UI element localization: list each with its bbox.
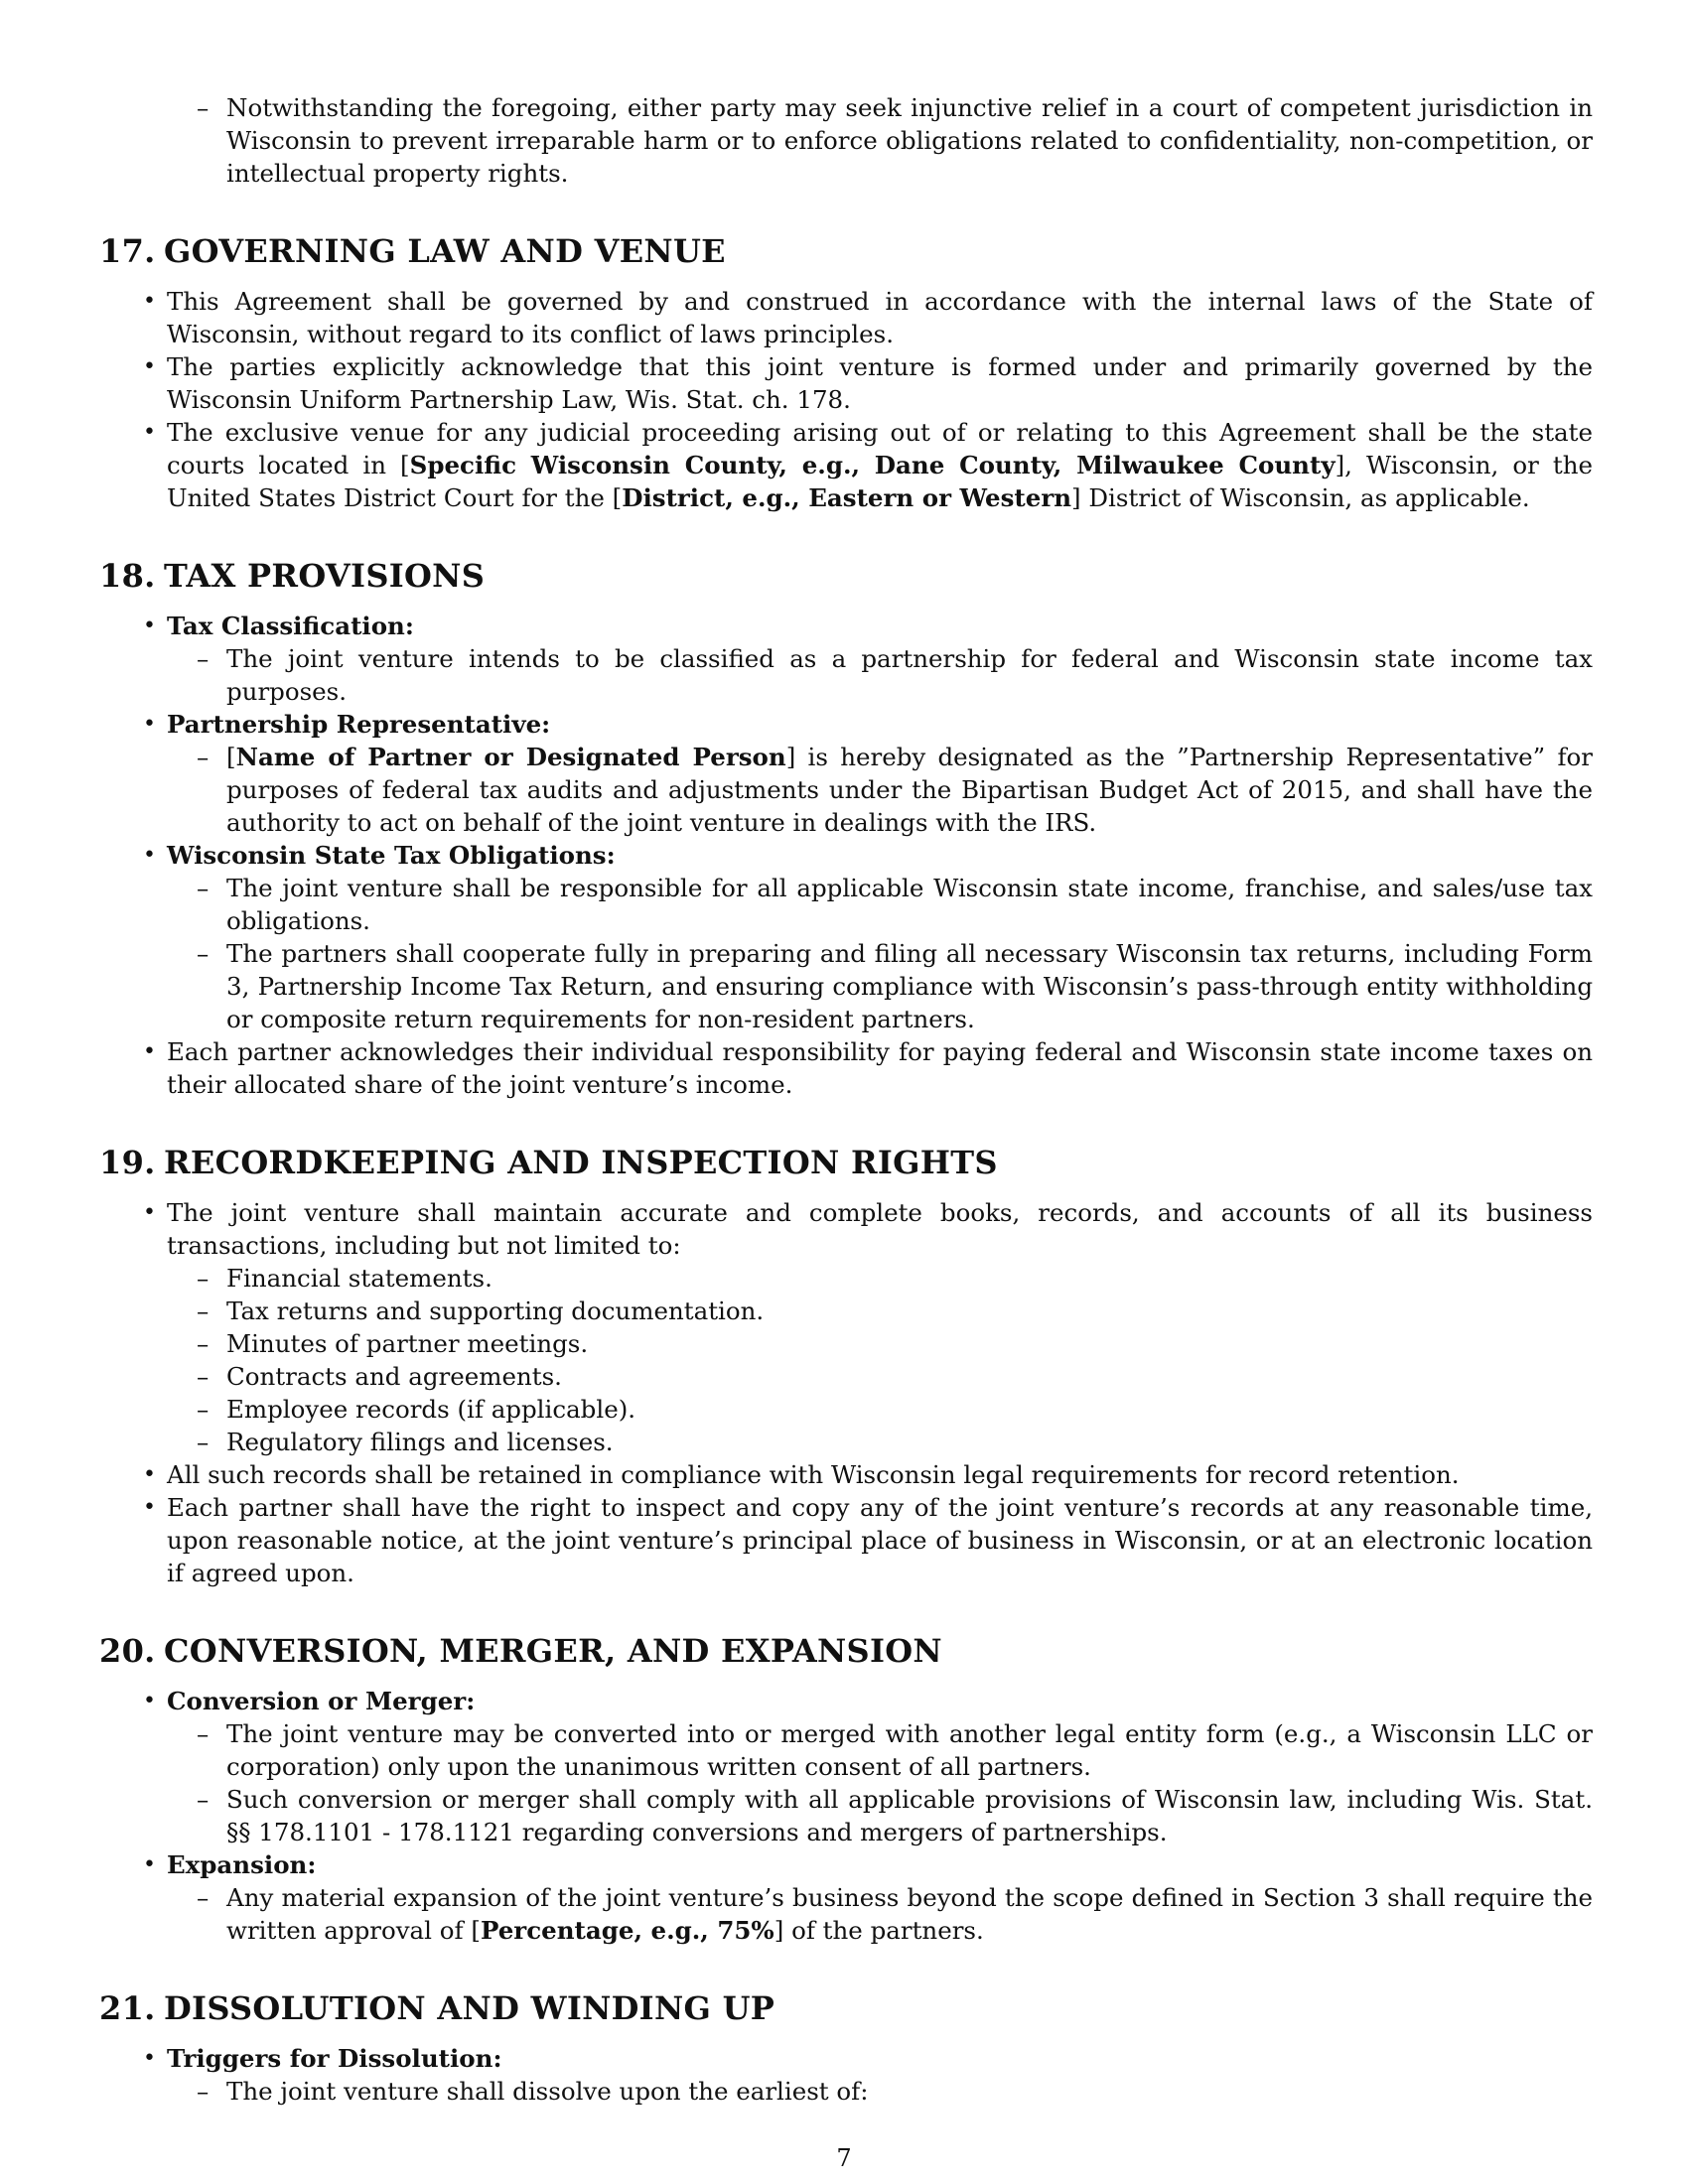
- section-title: TAX PROVISIONS: [164, 557, 486, 595]
- sub-list-item: [167, 1717, 1593, 1783]
- list-item: [99, 416, 1593, 514]
- placeholder-text: Percentage, e.g., 75%: [480, 1916, 774, 1945]
- list-item: [99, 2042, 1593, 2108]
- section-title: GOVERNING LAW AND VENUE: [164, 232, 726, 270]
- section-number: 18.: [99, 557, 156, 595]
- section-number: 20.: [99, 1632, 156, 1670]
- list-item: [99, 610, 1593, 708]
- list-item: [99, 285, 1593, 350]
- sub-list-item: [167, 741, 1593, 839]
- sub-list: [167, 1881, 1593, 1947]
- list-item: [99, 708, 1593, 839]
- list-item-text: The joint venture may be converted into or merged with another legal entity form (e.g., a Wisconsin LLC or corporation) only upon the unanimous written consent of all partners.: [226, 1719, 1593, 1781]
- bullet-marker: •: [143, 289, 156, 314]
- section-number: 19.: [99, 1144, 156, 1181]
- dash-marker: –: [197, 1428, 210, 1456]
- sub-list-item: [167, 1881, 1593, 1947]
- bullet-list: [99, 2042, 1593, 2108]
- list-item-text: The joint venture shall be responsible for all applicable Wisconsin state income, franchise, and sales/use tax obligations.: [226, 874, 1593, 935]
- bullet-marker: •: [143, 1689, 156, 1713]
- bullet-marker: •: [143, 843, 156, 868]
- list-item-text: ] is hereby designated as the ”Partnership Representative” for purposes of federal tax audits and adjustments under the Bipartisan Budget Act of 2015, and shall have the authority to act on behalf of the joint venture in dealings with the IRS.: [226, 743, 1593, 837]
- list-item-text: [: [226, 743, 236, 771]
- bullet-marker: •: [143, 614, 156, 638]
- placeholder-text: District, e.g., Eastern or Western: [622, 483, 1072, 512]
- sub-list-item: [167, 2075, 1593, 2108]
- dash-marker: –: [197, 1719, 210, 1748]
- dash-marker: –: [197, 1395, 210, 1424]
- sub-list-item: [167, 1393, 1593, 1426]
- item-label: Expansion:: [167, 1850, 317, 1879]
- item-label: Tax Classification:: [167, 612, 414, 640]
- list-item-text: Notwithstanding the foregoing, either party may seek injunctive relief in a court of competent jurisdiction in Wisconsin to prevent irreparable harm or to enforce obligations related to confidentiality, non-competition, or intellectual property rights.: [226, 93, 1593, 188]
- list-item: [99, 1196, 1593, 1458]
- section-heading-18: [99, 556, 1593, 596]
- section-number: 17.: [99, 232, 156, 270]
- sub-list-item: [167, 1426, 1593, 1458]
- list-item-text: Such conversion or merger shall comply with all applicable provisions of Wisconsin law, including Wis. Stat. §§ 178.1101 - 178.1121 regarding conversions and mergers of partnerships.: [226, 1785, 1593, 1846]
- bullet-marker: •: [143, 1462, 156, 1487]
- list-item-text: Regulatory filings and licenses.: [226, 1428, 614, 1456]
- section-heading-20: [99, 1631, 1593, 1671]
- list-item-text: ], Wisconsin, or the United States District Court for the [: [167, 451, 1594, 512]
- dash-marker: –: [197, 2077, 210, 2106]
- section-title: DISSOLUTION AND WINDING UP: [164, 1989, 775, 2027]
- sub-list: [167, 2075, 1593, 2108]
- dash-marker: –: [197, 1297, 210, 1325]
- list-item-text: All such records shall be retained in compliance with Wisconsin legal requirements for record retention.: [167, 1460, 1460, 1489]
- list-item: [99, 839, 1593, 1035]
- placeholder-text: Specific Wisconsin County, e.g., Dane County, Milwaukee County: [409, 451, 1336, 479]
- item-label: Conversion or Merger:: [167, 1687, 476, 1715]
- dash-marker: –: [197, 1329, 210, 1358]
- bullet-list: [99, 610, 1593, 1101]
- sub-list: [167, 1717, 1593, 1848]
- item-label: Triggers for Dissolution:: [167, 2044, 502, 2073]
- sub-list-item: [167, 872, 1593, 937]
- bullet-marker: •: [143, 1039, 156, 1064]
- section-title: RECORDKEEPING AND INSPECTION RIGHTS: [164, 1144, 998, 1181]
- list-item-text: Each partner shall have the right to inspect and copy any of the joint venture’s records at any reasonable time, upon reasonable notice, at the joint venture’s principal place of business in Wisconsin, or at an electronic location if agreed upon.: [167, 1493, 1593, 1587]
- placeholder-text: Name of Partner or Designated Person: [235, 743, 786, 771]
- list-item-text: Contracts and agreements.: [226, 1362, 562, 1391]
- list-item-text: The parties explicitly acknowledge that this joint venture is formed under and primarily governed by the Wisconsin Uniform Partnership Law, Wis. Stat. ch. 178.: [167, 352, 1593, 414]
- bullet-list: [99, 285, 1593, 514]
- list-item-text: ] of the partners.: [774, 1916, 984, 1945]
- list-item: [99, 1848, 1593, 1947]
- list-item-text: Any material expansion of the joint venture’s business beyond the scope defined in Section 3 shall require the written approval of [: [226, 1883, 1593, 1945]
- list-item-text: The exclusive venue for any judicial proceeding arising out of or relating to this Agreement shall be the state courts located in [: [167, 418, 1593, 479]
- sub-list: [167, 642, 1593, 708]
- sub-list-item: [167, 1327, 1593, 1360]
- list-item-text: This Agreement shall be governed by and construed in accordance with the internal laws of the State of Wisconsin, without regard to its conflict of laws principles.: [167, 287, 1593, 348]
- list-item: [99, 1458, 1593, 1491]
- section-heading-19: [99, 1143, 1593, 1182]
- bullet-list: [99, 1196, 1593, 1589]
- bullet-marker: •: [143, 354, 156, 379]
- list-item-text: Each partner acknowledges their individual responsibility for paying federal and Wisconsin state income taxes on their allocated share of the joint venture’s income.: [167, 1037, 1593, 1099]
- list-item-text: ] District of Wisconsin, as applicable.: [1071, 483, 1530, 512]
- sub-list-item: [167, 642, 1593, 708]
- section-heading-21: [99, 1988, 1593, 2028]
- list-item: [99, 91, 1593, 190]
- list-item-text: Minutes of partner meetings.: [226, 1329, 589, 1358]
- sub-list-item: [167, 1360, 1593, 1393]
- list-item: [99, 1491, 1593, 1589]
- sub-list: [167, 872, 1593, 1035]
- sub-list-item: [167, 1783, 1593, 1848]
- bullet-marker: •: [143, 712, 156, 737]
- list-item-text: The joint venture shall dissolve upon the earliest of:: [226, 2077, 869, 2106]
- dash-marker: –: [197, 1785, 210, 1814]
- bullet-marker: •: [143, 1495, 156, 1520]
- page-number: 7: [836, 2144, 852, 2172]
- list-item-text: The joint venture intends to be classified as a partnership for federal and Wisconsin state income tax purposes.: [226, 644, 1593, 706]
- document-page: [99, 91, 1593, 2108]
- item-label: Wisconsin State Tax Obligations:: [167, 841, 616, 870]
- sub-list-item: [167, 1262, 1593, 1295]
- bullet-marker: •: [143, 2046, 156, 2071]
- dash-marker: –: [197, 1883, 210, 1912]
- sub-list: [167, 741, 1593, 839]
- dash-marker: –: [197, 939, 210, 968]
- bullet-marker: •: [143, 420, 156, 445]
- section-number: 21.: [99, 1989, 156, 2027]
- bullet-marker: •: [143, 1852, 156, 1877]
- dash-marker: –: [197, 1362, 210, 1391]
- dash-marker: –: [197, 644, 210, 673]
- bullet-list: [99, 1685, 1593, 1947]
- list-item-text: The joint venture shall maintain accurate and complete books, records, and accounts of all its business transactions, including but not limited to:: [167, 1198, 1593, 1260]
- dash-marker: –: [197, 93, 210, 122]
- sub-list-item: [167, 1295, 1593, 1327]
- list-item: [99, 1685, 1593, 1848]
- section-heading-17: [99, 231, 1593, 271]
- list-item: [99, 1035, 1593, 1101]
- dash-marker: –: [197, 874, 210, 902]
- dash-marker: –: [197, 743, 210, 771]
- list-item: [99, 350, 1593, 416]
- sub-list: [167, 1262, 1593, 1458]
- bullet-marker: •: [143, 1200, 156, 1225]
- dash-marker: –: [197, 1264, 210, 1293]
- list-item-text: The partners shall cooperate fully in preparing and filing all necessary Wisconsin tax returns, including Form 3, Partnership Income Tax Return, and ensuring compliance with Wisconsin’s pass-through entity withholding or composite return requirements for non-resident partners.: [226, 939, 1593, 1033]
- sub-list-item: [167, 937, 1593, 1035]
- item-label: Partnership Representative:: [167, 710, 551, 739]
- list-item-text: Employee records (if applicable).: [226, 1395, 636, 1424]
- list-item-text: Financial statements.: [226, 1264, 492, 1293]
- section-title: CONVERSION, MERGER, AND EXPANSION: [164, 1632, 942, 1670]
- list-item-text: Tax returns and supporting documentation.: [226, 1297, 765, 1325]
